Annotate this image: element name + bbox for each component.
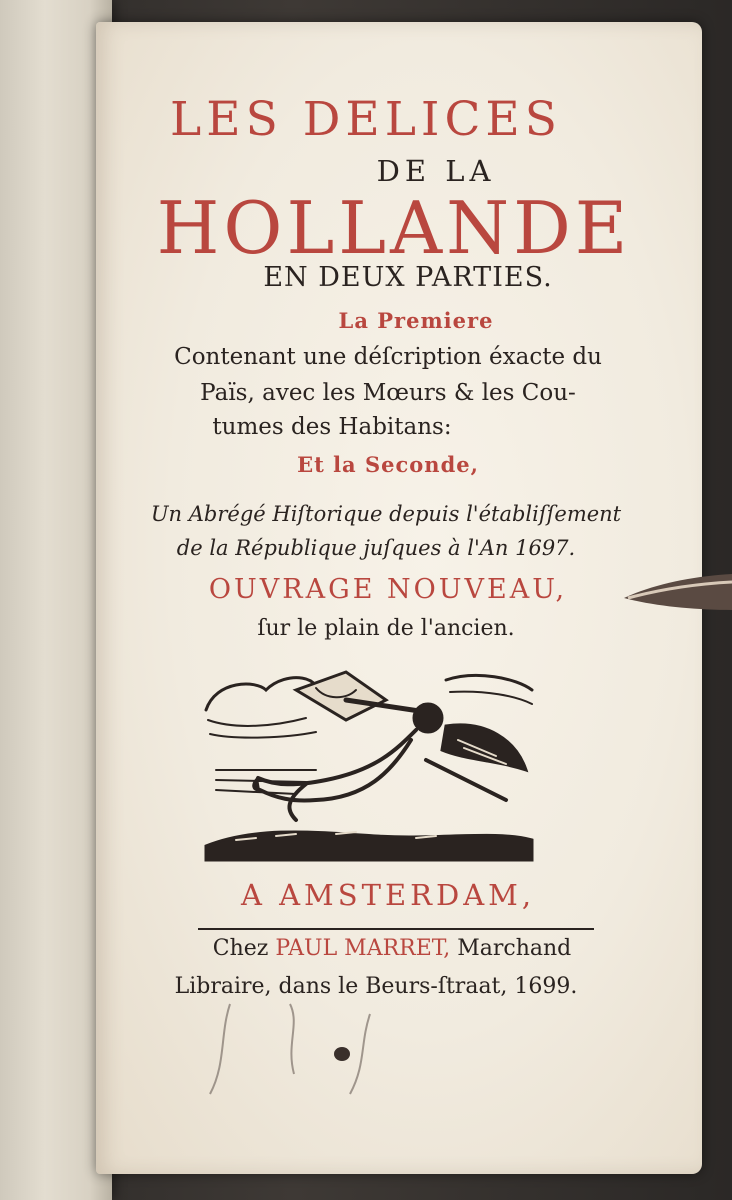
imprint-printer: PAUL MARRET,: [275, 936, 451, 961]
imprint-chez-line: [26, 936, 732, 961]
italic-line-1: Un Abrégé Hiſtorique depuis l'établiſſement: [150, 502, 622, 526]
imprint-rule: [198, 928, 594, 930]
title-line-en-deux-parties: EN DEUX PARTIES.: [263, 262, 553, 293]
imprint-address: Libraire, dans le Beurs-ſtraat, 1699.: [174, 974, 578, 999]
title-line-les-delices: LES DELICES: [170, 92, 562, 147]
angel-with-trumpet-woodcut-icon: [196, 660, 540, 870]
description-line-1: Contenant une déſcription éxacte du: [174, 344, 602, 370]
title-line-et-la-seconde: Et la Seconde,: [297, 452, 479, 477]
title-line-ouvrage-nouveau: OUVRAGE NOUVEAU,: [208, 574, 568, 605]
title-line-sur-le-plain: ſur le plain de l'ancien.: [257, 616, 515, 641]
description-line-3: tumes des Habitans:: [212, 414, 452, 440]
imprint-city: A AMSTERDAM,: [240, 878, 536, 912]
title-line-de-la: DE LA: [376, 154, 496, 188]
title-line-hollande: HOLLANDE: [156, 186, 632, 270]
title-line-la-premiere: La Premiere: [338, 308, 494, 333]
imprint-marchand: Marchand: [457, 936, 572, 961]
italic-line-2: de la République juſques à l'An 1697.: [176, 536, 576, 560]
ink-stain-icon: [190, 994, 410, 1104]
imprint-chez: Chez: [212, 936, 269, 961]
paper-knife-icon: [624, 566, 732, 626]
description-line-2: Païs, avec les Mœurs & les Cou-: [200, 380, 576, 406]
